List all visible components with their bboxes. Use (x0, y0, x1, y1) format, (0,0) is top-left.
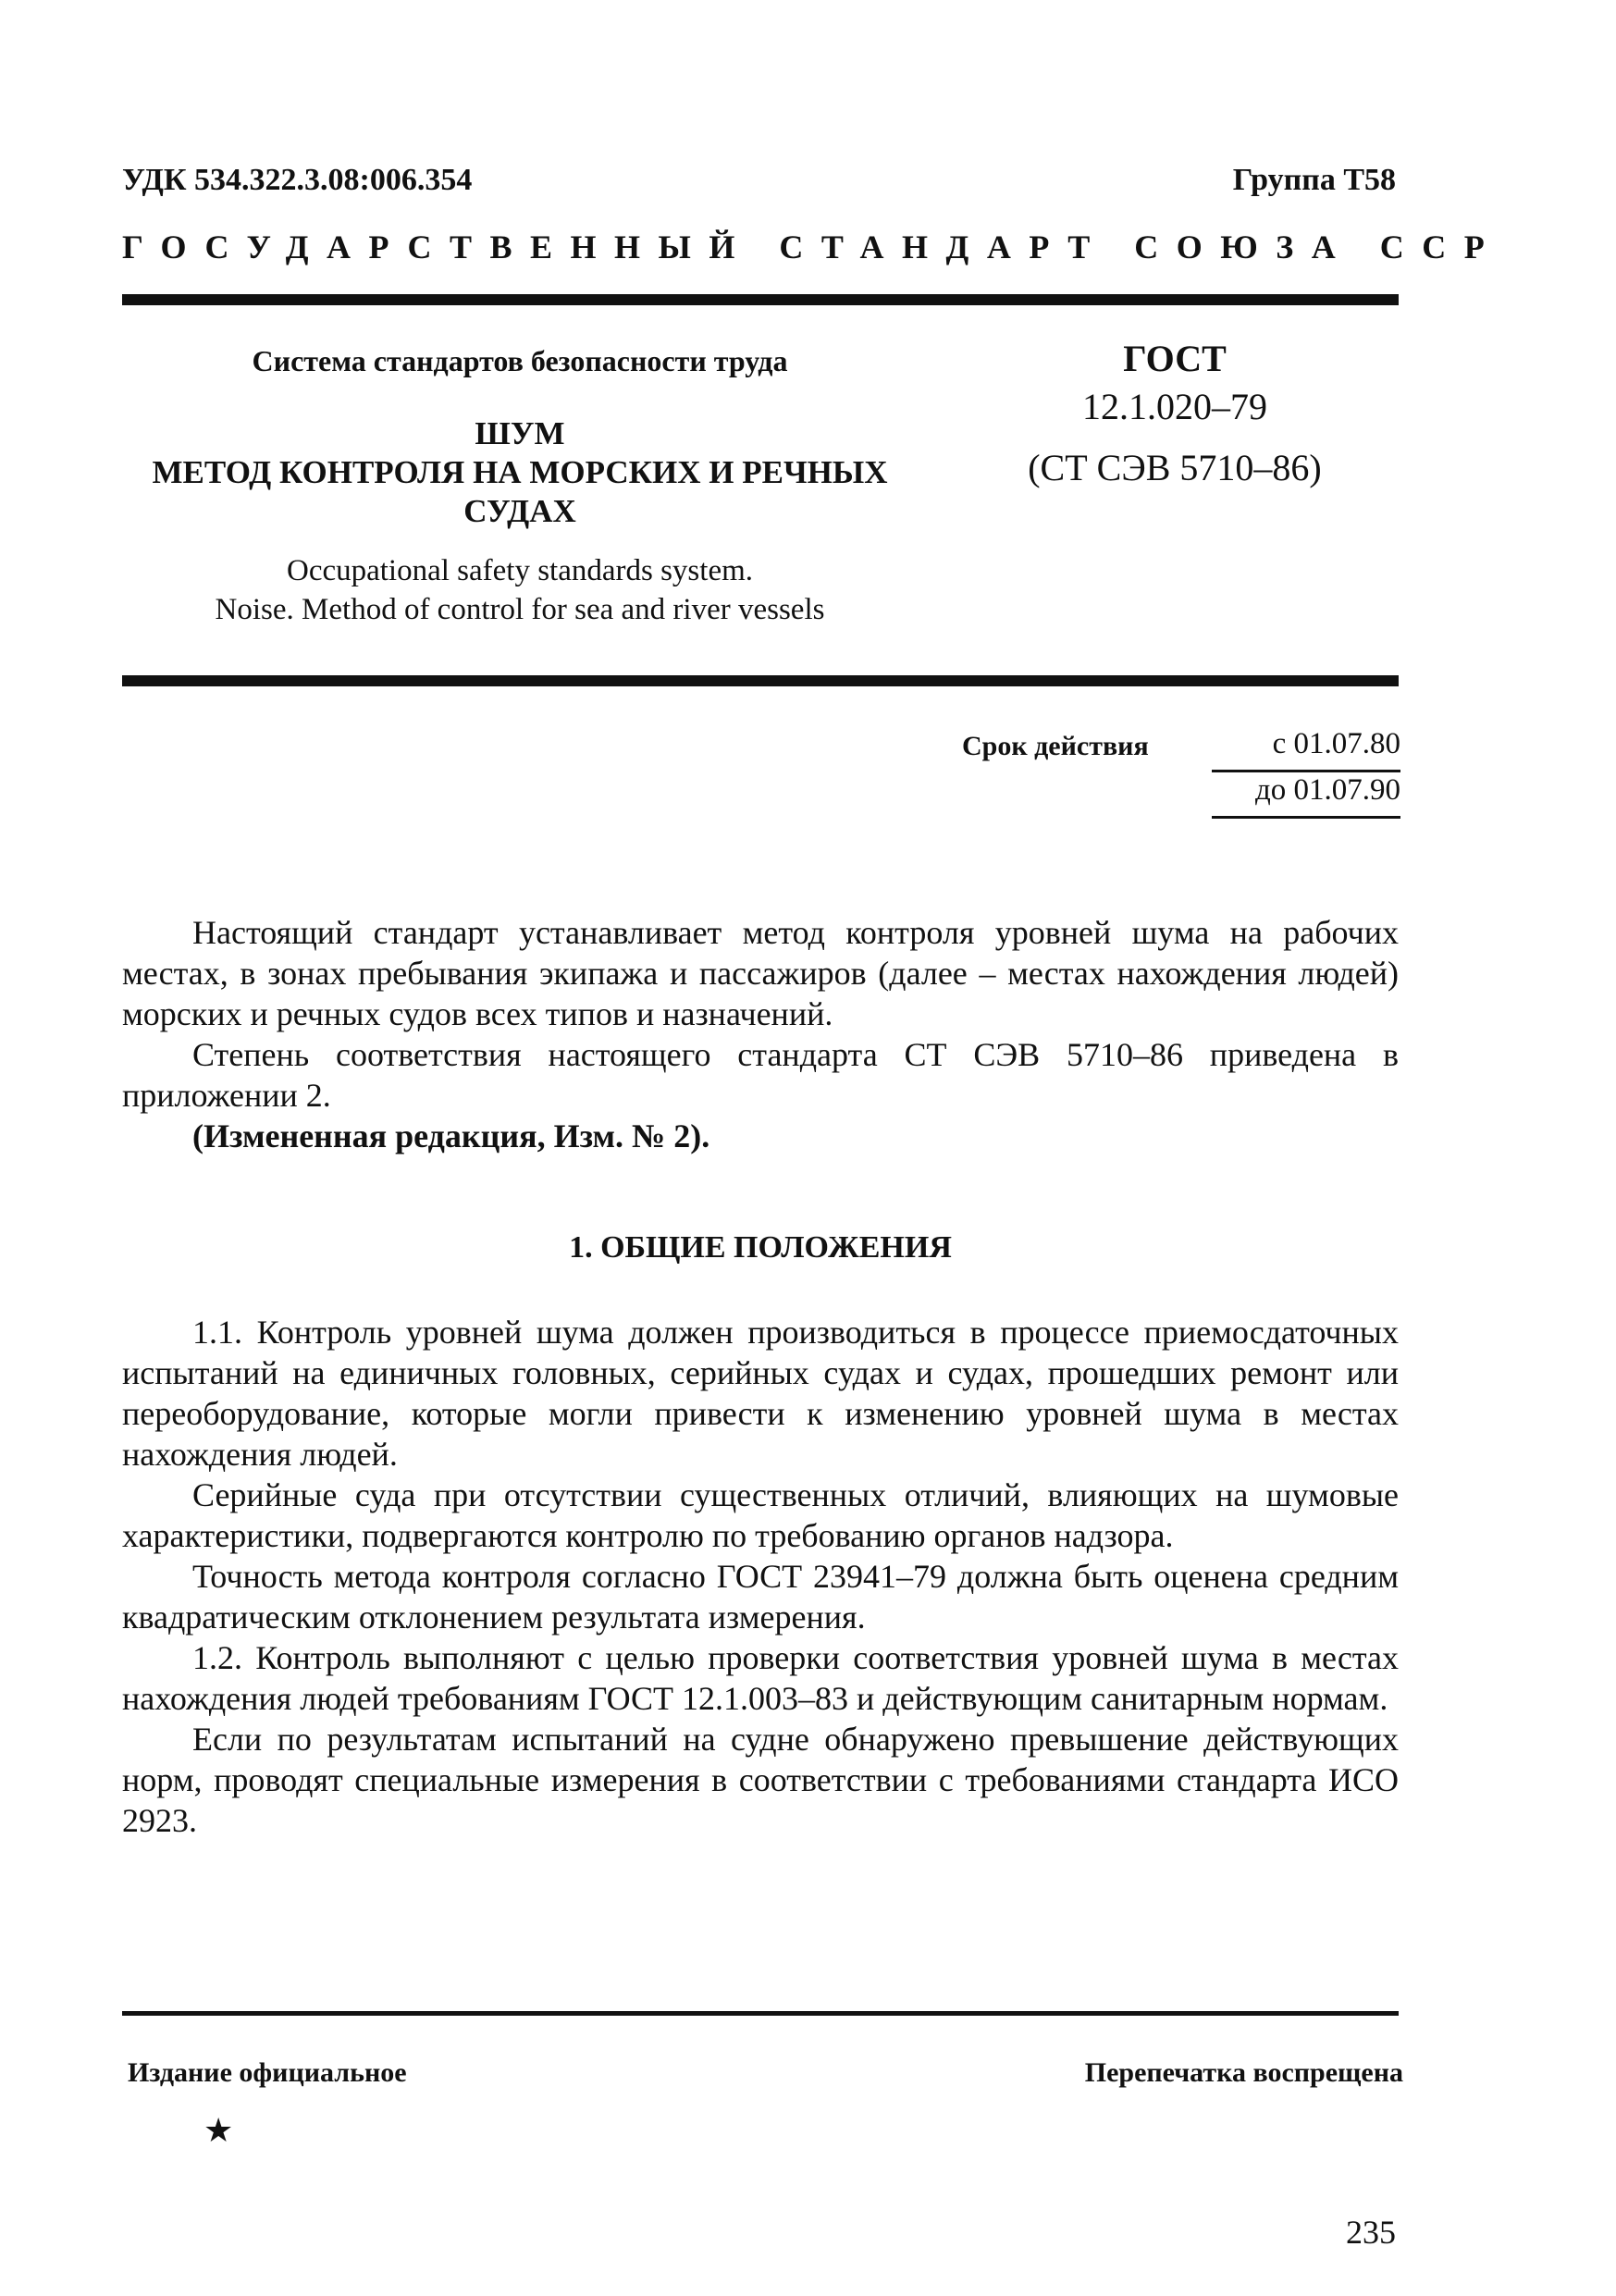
official-edition-note: Издание официальное (128, 2057, 407, 2088)
intro-text (122, 912, 1399, 1156)
gost-label: ГОСТ (1123, 338, 1227, 379)
udk-code: УДК 534.322.3.08:006.354 (122, 163, 473, 197)
footer-rule (122, 2011, 1399, 2016)
section-paragraph: Точность метода контроля согласно ГОСТ 23941–79 должна быть оценена средним квадратическим отклонением результата измерения. (122, 1558, 1399, 1636)
section-paragraph: 1.1. Контроль уровней шума должен производиться в процессе приемосдаточных испытаний на единичных головных, серийных судах и судах, прошедших ремонт или переоборудование, которые могли привести к изменению уровней шума в местах нахождения людей. (122, 1314, 1399, 1473)
gost-designation (1008, 335, 1341, 492)
intro-paragraph: Степень соответствия настоящего стандарта СТ СЭВ 5710–86 приведена в приложении 2. (122, 1036, 1399, 1114)
reprint-note: Перепечатка воспрещена (1084, 2057, 1403, 2088)
validity-from-underline (1212, 770, 1400, 772)
standards-system-title: Система стандартов безопасности труда (252, 344, 788, 377)
english-title-line: Noise. Method of control for sea and river vessels (215, 593, 825, 626)
page-number: 235 (1346, 2214, 1396, 2251)
validity-to-underline (1212, 816, 1400, 819)
document-title (122, 414, 918, 531)
state-standard-heading: ГОСУДАРСТВЕННЫЙ СТАНДАРТ СОЮЗА ССР (122, 228, 1503, 265)
title-line: СУДАХ (463, 493, 576, 529)
english-title-line: Occupational safety standards system. (286, 554, 754, 587)
validity-to: до 01.07.90 (1254, 773, 1400, 807)
section-paragraph: Серийные суда при отсутствии существенных отличий, влияющих на шумовые характеристики, подвергаются контролю по требованию органов надзора. (122, 1476, 1399, 1554)
amendment-note: (Измененная редакция, Изм. № 2). (192, 1117, 710, 1154)
title-line: ШУМ (475, 415, 565, 451)
intro-paragraph: Настоящий стандарт устанавливает метод контроля уровней шума на рабочих местах, в зонах пребывания экипажа и пассажиров (далее – местах нахождения людей) морских и речных судов всех типов и назначений. (122, 914, 1399, 1032)
section-paragraph: 1.2. Контроль выполняют с целью проверки соответствия уровней шума в местах нахождения людей требованиям ГОСТ 12.1.003–83 и действующим санитарным нормам. (122, 1639, 1399, 1717)
english-title (122, 551, 918, 629)
validity-from: с 01.07.80 (1272, 727, 1400, 760)
title-block-rule (122, 675, 1399, 686)
gost-number: 12.1.020–79 (1082, 386, 1267, 427)
title-line: МЕТОД КОНТРОЛЯ НА МОРСКИХ И РЕЧНЫХ (152, 454, 888, 490)
star-icon: ★ (204, 2112, 234, 2149)
group-code: Группа Т58 (1232, 163, 1396, 197)
validity-label: Срок действия (962, 731, 1149, 761)
section-text (122, 1312, 1399, 1841)
section-heading: 1. ОБЩИЕ ПОЛОЖЕНИЯ (569, 1230, 952, 1265)
section-paragraph: Если по результатам испытаний на судне обнаружено превышение действующих норм, проводят специальные измерения в соответствии с требованиями стандарта ИСО 2923. (122, 1721, 1399, 1839)
top-rule (122, 294, 1399, 305)
st-sev-number: (СТ СЭВ 5710–86) (1028, 447, 1322, 488)
